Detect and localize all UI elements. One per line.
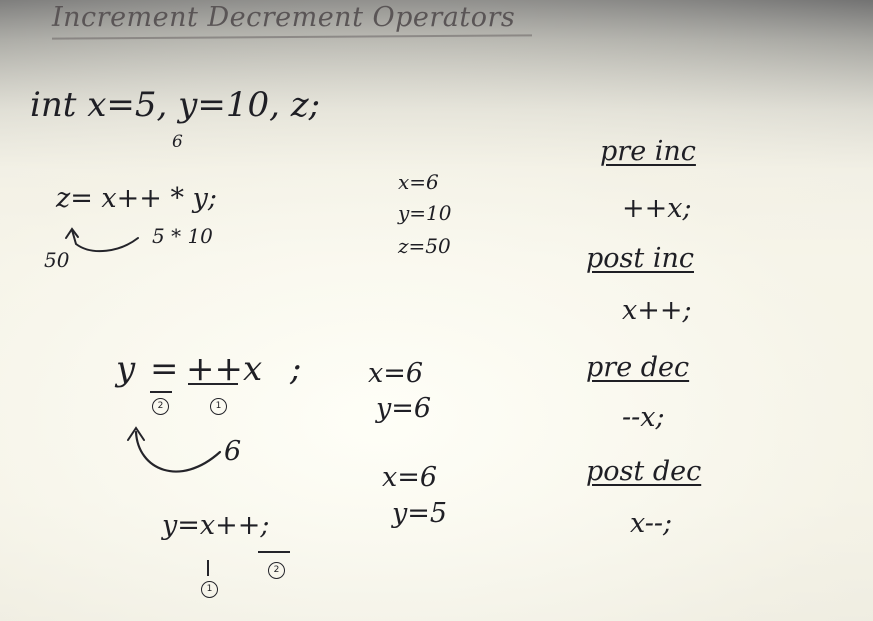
example1-result-y: y=10	[398, 201, 452, 225]
example1-substituted-values: 5 * 10	[152, 224, 213, 248]
example2-result-y: y=6	[376, 393, 432, 424]
example2-lhs: y	[116, 349, 136, 389]
ref-post-dec-code: x--;	[630, 508, 673, 539]
ref-pre-dec-code: --x;	[622, 402, 665, 433]
ref-post-inc-code: x++;	[622, 295, 692, 326]
example1-arrow	[72, 230, 138, 251]
example1-expression: z= x++ * y;	[56, 183, 217, 214]
example1-result-label: 50	[44, 248, 70, 272]
example2-u-arrow	[136, 432, 220, 472]
title-underline	[52, 34, 532, 39]
ref-post-dec-heading: post dec	[586, 456, 702, 487]
example2-arrow-value: 6	[224, 436, 242, 467]
ref-pre-dec-heading: pre dec	[586, 352, 690, 383]
example1-result-z: z=50	[398, 234, 451, 258]
ref-post-inc-heading: post inc	[586, 243, 694, 274]
ref-pre-inc-heading: pre inc	[600, 136, 696, 167]
example1-result-x: x=6	[398, 170, 439, 194]
board-title: Increment Decrement Operators	[52, 2, 516, 33]
example2-semicolon: ;	[290, 349, 302, 389]
example3-result-x: x=6	[382, 462, 438, 493]
example2-u-arrow-head	[128, 428, 144, 440]
example2-operation: ++x	[186, 349, 263, 389]
example2-equals: =	[150, 349, 179, 389]
declaration-x-annotation: 6	[172, 132, 183, 152]
declaration: int x=5, y=10, z;	[30, 85, 321, 125]
example1-arrow-head	[66, 229, 78, 238]
example3-order-increment: 2	[268, 562, 285, 579]
example3-expression: y=x++;	[162, 510, 270, 541]
example2-result-x: x=6	[368, 358, 424, 389]
example3-order-assign: 1	[201, 581, 218, 598]
example2-order-increment: 1	[210, 398, 227, 415]
example3-result-y: y=5	[392, 498, 448, 529]
example2-order-assign: 2	[152, 398, 169, 415]
ref-pre-inc-code: ++x;	[622, 193, 692, 224]
